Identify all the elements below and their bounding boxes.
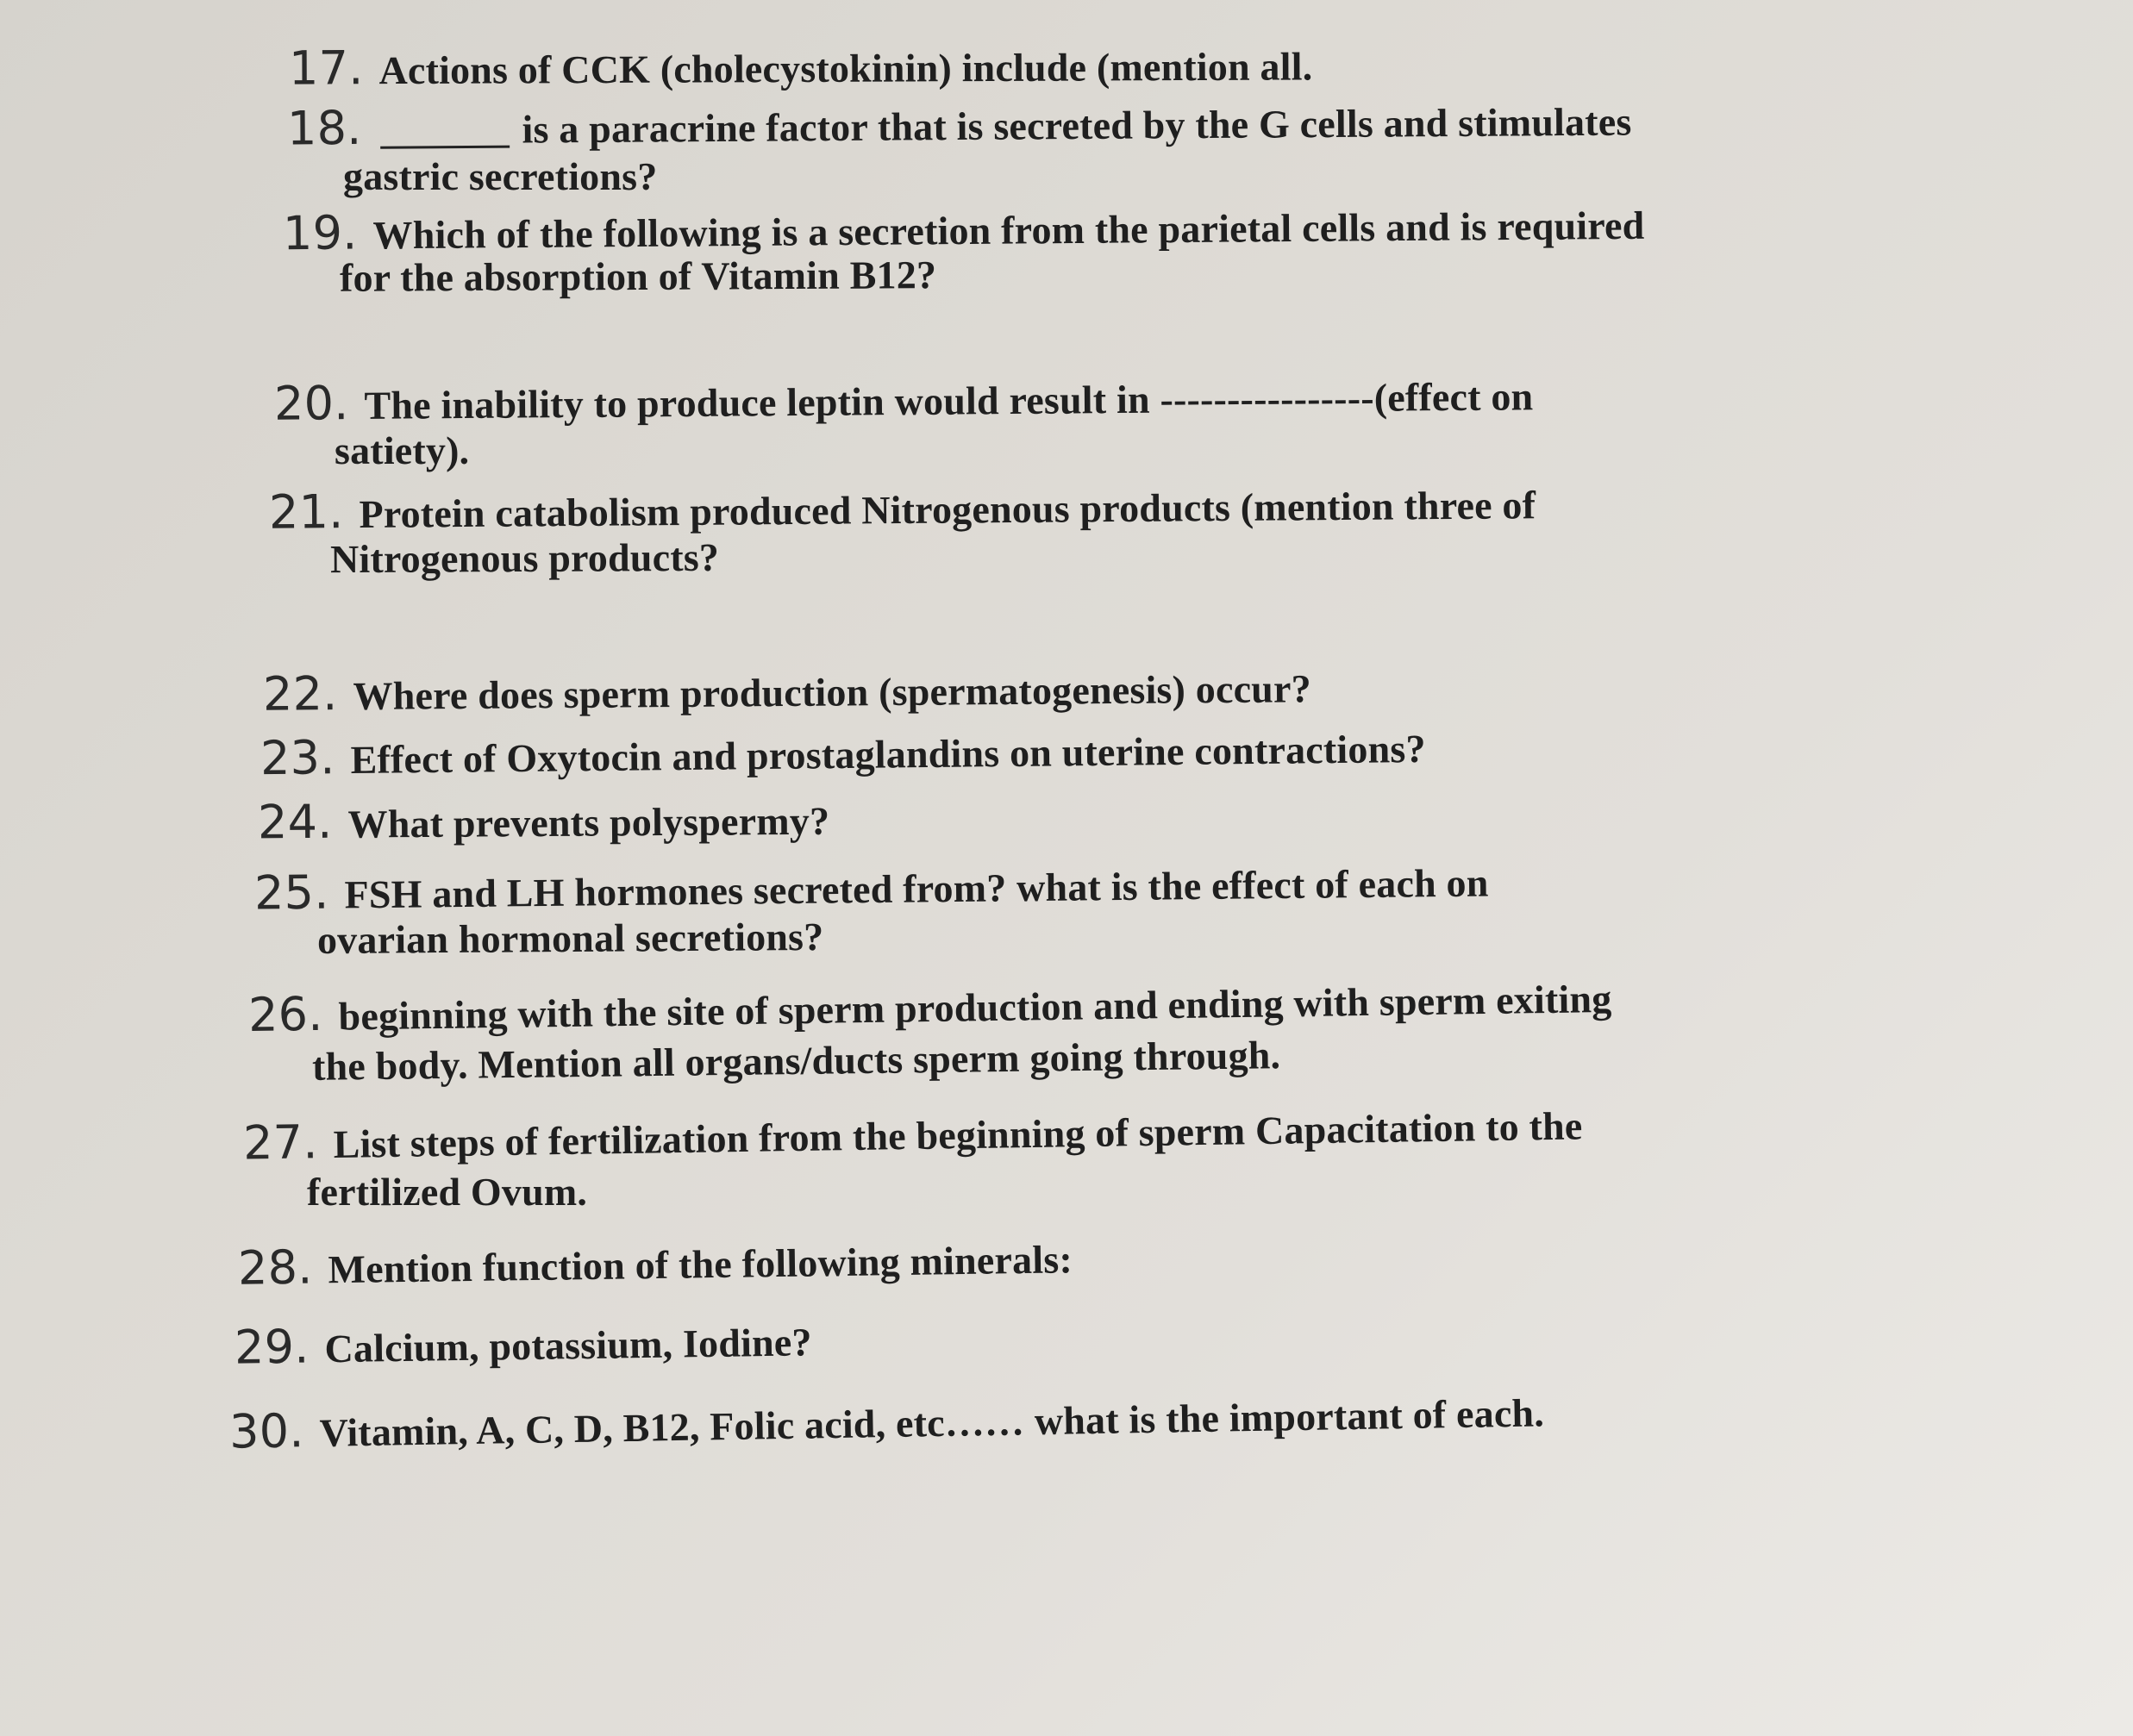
question-text-continued: Nitrogenous products? [329, 534, 720, 582]
question-number: 17. [288, 41, 364, 96]
question-number: 20. [273, 376, 349, 431]
question-text-continued: for the absorption of Vitamin B12? [339, 253, 937, 300]
question-text-continued: fertilized Ovum. [307, 1170, 588, 1214]
question-text: The inability to produce leptin would result in ----------------(effect on [364, 374, 1534, 428]
question-number: 29. [234, 1319, 310, 1375]
question-text-continued: the body. Mention all organs/ducts sperm going through. [311, 1033, 1281, 1089]
question-text: Actions of CCK (cholecystokinin) include (mention all. [378, 44, 1313, 93]
question-text: Protein catabolism produced Nitrogenous products (mention three of [359, 483, 1536, 536]
question-number: 27. [242, 1115, 319, 1171]
question-text: Calcium, potassium, Iodine? [324, 1320, 812, 1371]
question-text-continued: ovarian hormonal secretions? [316, 914, 824, 963]
question-text: Mention function of the following minerals: [328, 1237, 1073, 1292]
question-number: 22. [262, 666, 338, 721]
question-text: FSH and LH hormones secreted from? what is the effect of each on [344, 860, 1489, 917]
question-number: 28. [237, 1240, 313, 1296]
question-text: What prevents polyspermy? [347, 798, 830, 846]
answer-blank [381, 146, 510, 149]
question-text: beginning with the site of sperm production and ending with sperm exiting [338, 976, 1612, 1039]
question-text: Effect of Oxytocin and prostaglandins on uterine contractions? [350, 726, 1426, 782]
question-number: 21. [268, 484, 344, 540]
question-text-continued: gastric secretions? [343, 154, 658, 198]
question-text: is a paracrine factor that is secreted by the G cells and stimulates [522, 99, 1632, 152]
question-number: 24. [257, 794, 333, 850]
question-number: 19. [282, 205, 358, 261]
question-number: 30. [228, 1403, 305, 1459]
question-number: 25. [253, 865, 329, 921]
question-number: 18. [286, 100, 362, 156]
question-number: 26. [247, 986, 323, 1043]
question-text: Where does sperm production (spermatogenesis) occur? [353, 666, 1311, 718]
question-text: List steps of fertilization from the beginning of sperm Capacitation to the [333, 1103, 1583, 1166]
question-number: 23. [260, 730, 335, 786]
question-text: Vitamin, A, C, D, B12, Folic acid, etc…… what is the important of each. [319, 1390, 1545, 1455]
question-text-continued: satiety). [335, 428, 470, 472]
question-text: Which of the following is a secretion from the parietal cells and is required [372, 203, 1645, 258]
